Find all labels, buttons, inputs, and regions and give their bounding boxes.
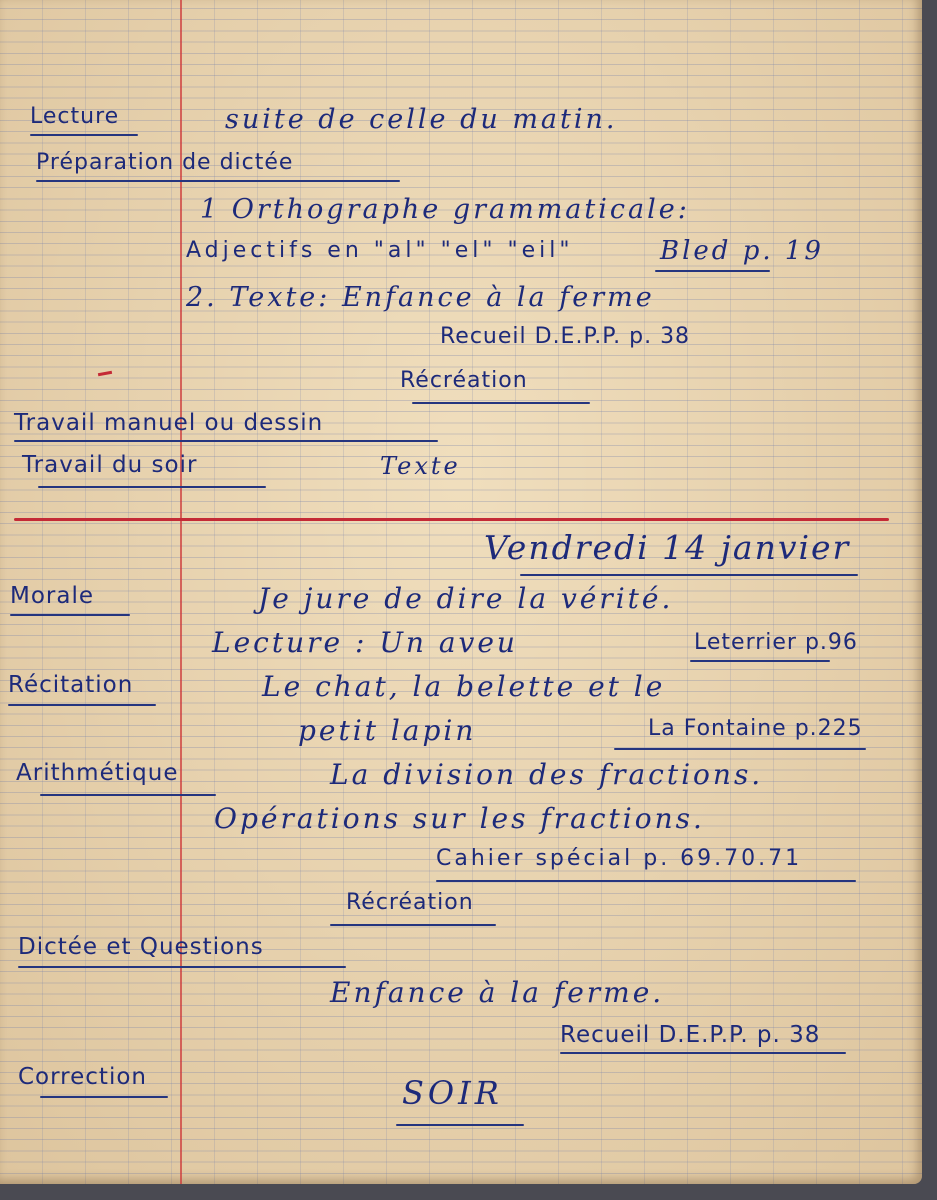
soir-underline	[396, 1124, 524, 1126]
arith-text-1: La division des fractions.	[330, 758, 764, 791]
dictee-label: Dictée et Questions	[18, 934, 264, 960]
arith-text-2: Opérations sur les fractions.	[214, 802, 705, 835]
leterrier-underline	[690, 660, 830, 662]
correction-underline	[40, 1096, 168, 1098]
fontaine-ref: La Fontaine p.225	[648, 716, 863, 741]
recreation-2-underline	[330, 924, 496, 926]
lecture-label: Lecture	[30, 104, 120, 129]
correction-label: Correction	[18, 1064, 147, 1090]
morale-underline	[10, 614, 130, 616]
travail-soir-text: Texte	[380, 452, 461, 480]
lecture-line: Lecture : Un aveu	[212, 626, 518, 659]
preparation-underline	[36, 180, 400, 182]
cahier-underline	[436, 880, 856, 882]
ink-mark	[98, 371, 112, 376]
date-heading: Vendredi 14 janvier	[484, 528, 851, 567]
travail-soir-underline	[38, 486, 266, 488]
texte-line: 2. Texte: Enfance à la ferme	[186, 282, 655, 313]
morale-label: Morale	[10, 583, 95, 609]
lecture-text: suite de celle du matin.	[225, 104, 618, 135]
recreation-1-underline	[412, 402, 590, 404]
dictee-text: Enfance à la ferme.	[330, 976, 665, 1009]
leterrier-ref: Leterrier p.96	[694, 630, 858, 655]
recitation-label: Récitation	[8, 672, 134, 698]
arithmetique-underline	[40, 794, 216, 796]
preparation-label: Préparation de dictée	[36, 150, 294, 175]
date-underline	[520, 574, 858, 576]
travail-soir-label: Travail du soir	[22, 452, 198, 478]
travail-manuel: Travail manuel ou dessin	[14, 410, 324, 436]
margin-rule	[180, 0, 182, 1184]
recueil-ref-1: Recueil D.E.P.P. p. 38	[440, 324, 691, 349]
recueil-ref-2: Recueil D.E.P.P. p. 38	[560, 1022, 821, 1048]
bled-ref: Bled p. 19	[660, 236, 824, 266]
recitation-text-1: Le chat, la belette et le	[262, 670, 666, 703]
fontaine-underline	[614, 748, 866, 750]
section-divider	[14, 518, 889, 521]
recreation-2: Récréation	[346, 890, 474, 915]
bled-underline	[655, 270, 770, 272]
recitation-text-2: petit lapin	[298, 714, 477, 747]
adjectifs-line: Adjectifs en "al" "el" "eil"	[186, 238, 574, 263]
lecture-underline	[30, 134, 138, 136]
recueil-2-underline	[560, 1052, 846, 1054]
cahier-ref: Cahier spécial p. 69.70.71	[436, 846, 803, 871]
arithmetique-label: Arithmétique	[16, 760, 179, 786]
dictee-underline	[18, 966, 346, 968]
recreation-1: Récréation	[400, 368, 528, 393]
soir-heading: SOIR	[402, 1074, 503, 1112]
travail-manuel-underline	[14, 440, 438, 442]
morale-text: Je jure de dire la vérité.	[258, 582, 674, 615]
orthographe-line: 1 Orthographe grammaticale:	[200, 194, 690, 225]
recitation-underline	[8, 704, 156, 706]
